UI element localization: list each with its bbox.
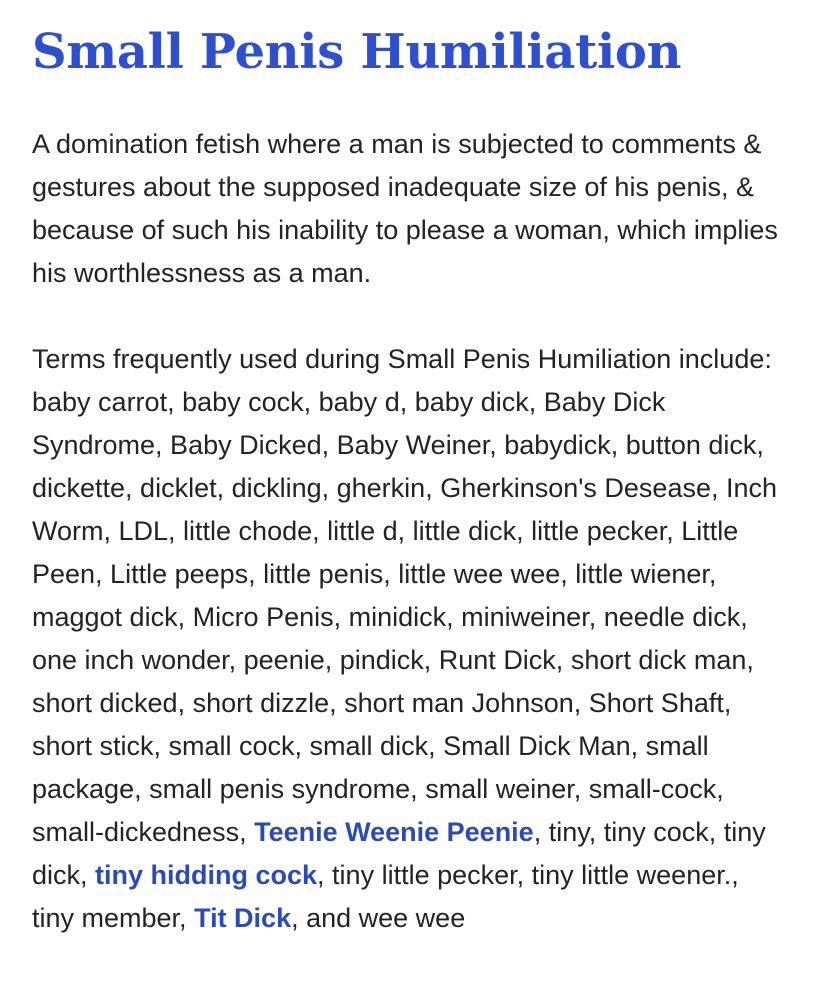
- term-link-tiny-hidding-cock[interactable]: tiny hidding cock: [95, 860, 318, 890]
- terms-text: , and wee wee: [291, 903, 466, 933]
- terms-paragraph: [32, 338, 784, 940]
- entry-title[interactable]: Small Penis Humiliation: [32, 24, 682, 80]
- definition-entry: [32, 14, 784, 940]
- term-link-tit-dick[interactable]: Tit Dick: [194, 903, 292, 933]
- terms-text: Terms frequently used during Small Penis Humiliation include: baby carrot, baby cock, baby d, baby dick, Baby Dick Syndrome, Baby Dicked, Baby Weiner, babydick, button dick, dickette, dicklet, dickling, gherkin, Gherkinson's Desease, Inch Worm, LDL, little chode, little d, little dick, little pecker, Little Peen, Little peeps, little penis, little wee wee, little wiener, maggot dick, Micro Penis, minidick, miniweiner, needle dick, one inch wonder, peenie, pindick, Runt Dick, short dick man, short dicked, short dizzle, short man Johnson, Short Shaft, short stick, small cock, small dick, Small Dick Man, small package, small penis syndrome, small weiner, small-cock, small-dickedness,: [32, 344, 778, 847]
- definition-paragraph: A domination fetish where a man is subjected to comments & gestures about the supposed inadequate size of his penis, & because of such his inability to please a woman, which implies his worthlessness as a man.: [32, 129, 778, 288]
- terms-text: , tiny, tiny cock, tiny dick,: [32, 817, 766, 890]
- terms-text: , tiny little pecker, tiny little weener., tiny member,: [32, 860, 739, 933]
- term-link-teenie-weenie-peenie[interactable]: Teenie Weenie Peenie: [254, 817, 534, 847]
- entry-definition: [32, 123, 784, 940]
